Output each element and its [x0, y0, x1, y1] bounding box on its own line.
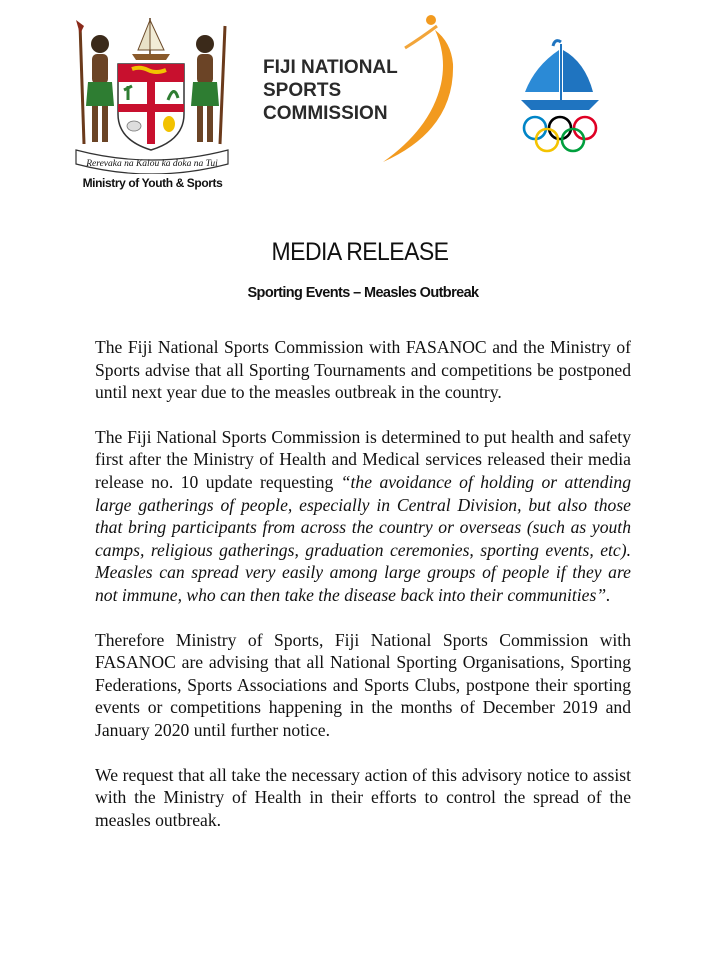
fnsc-logo-text: [263, 56, 398, 125]
paragraph-2-quote: “the avoidance of holding or attending large gatherings of people, especially in Central Division, but also those that bring participants from across the country or overseas (such as youth camps, religious gatherings, graduation ceremonies, sporting events, etc). Measles can spread very easily among large groups of people if they are not immune, who can then take the disease back into their communities”.: [95, 471, 631, 605]
paragraph-2: [95, 426, 631, 607]
coat-motto-text: Rerevaka na Kalou ka doka na Tui: [86, 159, 218, 169]
shield-icon: [118, 64, 184, 150]
paragraph-1: The Fiji National Sports Commission with FASANOC and the Ministry of Sports advise that all Sporting Tournaments and competitions be postponed until next year due to the measles outbreak in the country.: [95, 337, 631, 403]
fiji-coat-of-arms-logo: [70, 14, 235, 194]
olympic-rings-icon: [524, 117, 596, 151]
fnsc-logo: [255, 12, 475, 167]
fnsc-line-3: COMMISSION: [263, 103, 388, 124]
fnsc-line-1: FIJI NATIONAL: [263, 57, 398, 78]
canoe-crest-icon: [132, 18, 170, 60]
paragraph-2-text: The Fiji National Sports Commission is determined to put health and safety first after the Ministry of Health and Medical services released their media release no. 10 update requesting: [95, 426, 631, 492]
release-body: [95, 336, 631, 853]
canoe-sail-icon: [521, 41, 599, 110]
right-warrior-icon: [191, 26, 225, 144]
page-title: MEDIA RELEASE: [271, 238, 449, 266]
paragraph-3: Therefore Ministry of Sports, Fiji National Sports Commission with FASANOC are advising that all National Sporting Organisations, Sporting Federations, Sports Associations and Sports Clubs, postpone their sporting events or competitions happening in the months of December 2019 and January 2020 until further notice.: [95, 629, 631, 740]
left-warrior-icon: [76, 20, 114, 144]
fnsc-line-2: SPORTS: [263, 80, 342, 101]
paragraph-4: We request that all take the necessary action of this advisory notice to assist with the Ministry of Health in their efforts to control the spread of the measles outbreak.: [95, 764, 631, 830]
fasanoc-olympic-logo: [515, 36, 605, 160]
page-subtitle: Sporting Events – Measles Outbreak: [247, 285, 479, 301]
ministry-caption: Ministry of Youth & Sports: [82, 176, 223, 190]
